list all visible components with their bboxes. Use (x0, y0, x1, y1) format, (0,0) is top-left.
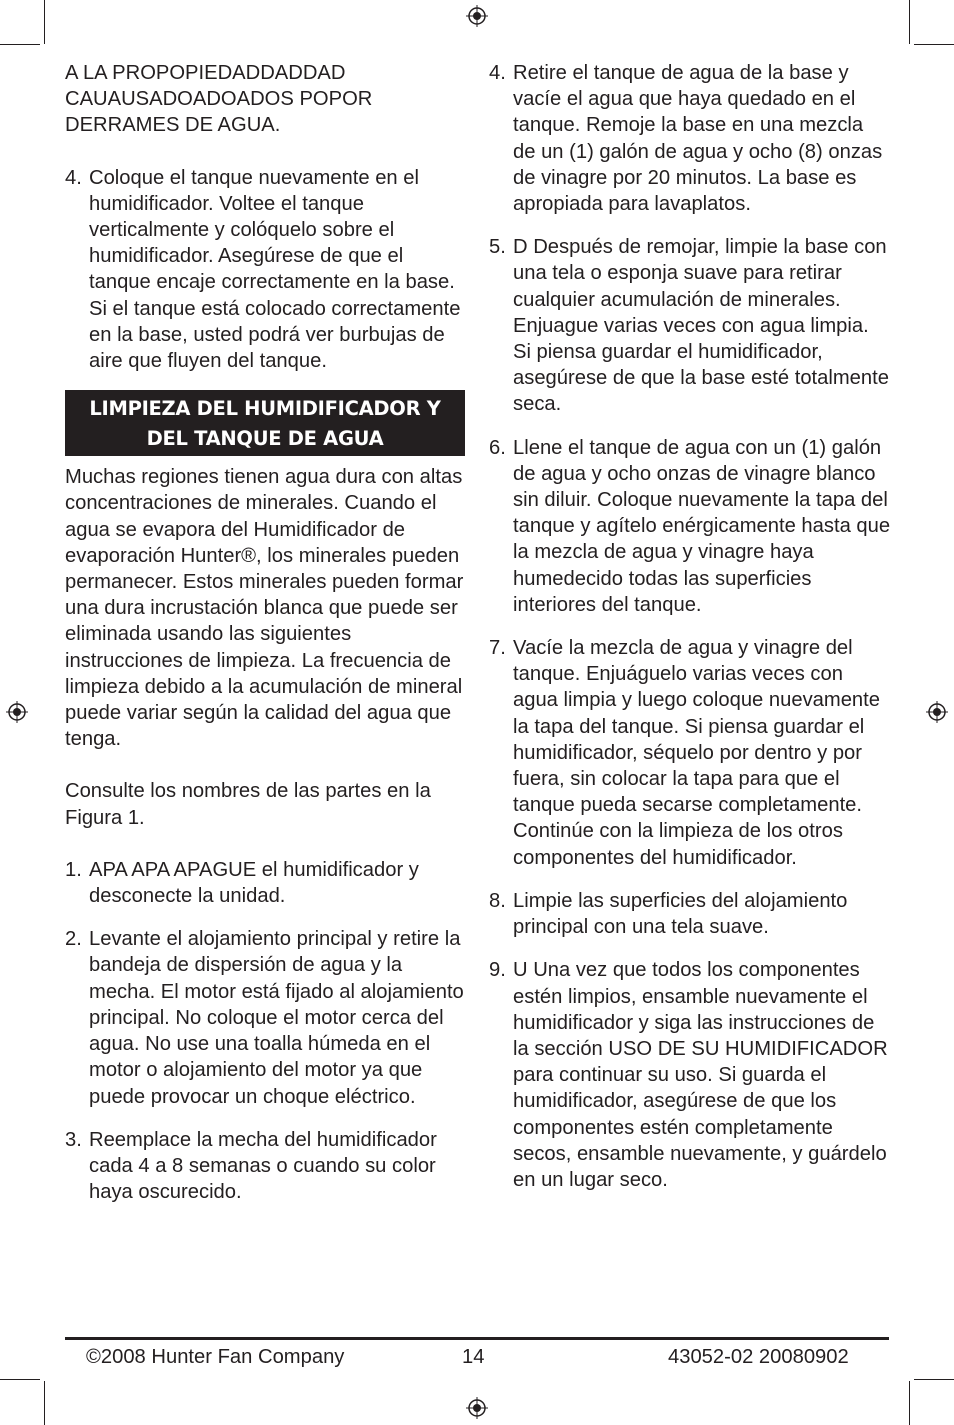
list-item (489, 888, 891, 940)
list-text: Reemplace la mecha del humidificador cada 4 a 8 semanas o cuando su color haya oscurecido. (89, 1128, 437, 1204)
list-text: Levante el alojamiento principal y retire la bandeja de dispersión de agua y la mecha. El motor está fijado al alojamiento principal. No coloque el motor cerca del agua. No use una toalla húmeda en el motor o alojamiento del motor ya que puede provocar un choque eléctrico. (89, 928, 464, 1108)
list-number: 2. (65, 928, 82, 951)
list-text: Vacíe la mezcla de agua y vinagre del tanque. Enjuáguelo varias veces con agua limpia y luego coloque nuevamente la tapa del tanque. Si piensa guardar el humidificador, séquelo por dentro y por fuera, sin colocar la tapa para que el tanque pueda secarse completamente. Continúe con la limpieza de los otros componentes del humidificador. (513, 637, 880, 869)
crop-mark (0, 1379, 40, 1380)
list-number: 7. (489, 637, 506, 660)
list-text: Retire el tanque de agua de la base y vacíe el agua que haya quedado en el tanque. Remoje la base en una mezcla de un (1) galón de agua y ocho (8) onzas de vinagre por 20 minutos. La base es apropiada para lavaplatos. (513, 62, 883, 216)
list-number: 3. (65, 1128, 82, 1151)
registration-mark-icon (466, 5, 488, 27)
footer-copyright: ©2008 Hunter Fan Company (86, 1346, 345, 1368)
registration-mark-icon (6, 701, 28, 723)
registration-mark-icon (926, 701, 948, 723)
crop-mark (909, 1381, 910, 1425)
list-text: Limpie las superficies del alojamiento principal con una tela suave. (513, 889, 848, 939)
section-heading-line: LIMPIEZA DEL HUMIDIFICADOR Y (89, 397, 441, 421)
list-text: APA APA APAGUE el humidificador y desconecte la unidad. (89, 858, 419, 908)
refer-paragraph: Consulte los nombres de las partes en la Figura 1. (65, 780, 431, 829)
list-item (489, 635, 891, 871)
crop-mark (44, 1381, 45, 1425)
intro-paragraph: Muchas regiones tienen agua dura con altas concentraciones de minerales. Cuando el agua se evapora del Humidificador de evaporación Hunter®, los minerales pueden permanecer. Estos minerales pueden formar una dura incrustación blanca que puede ser eliminada usando las siguientes instrucciones de limpieza. La frecuencia de limpieza debido a la acumulación de mineral puede variar según la calidad del agua que tenga. (65, 466, 464, 751)
crop-mark (914, 1379, 954, 1380)
list-text: D Después de remojar, limpie la base con una tela o esponja suave para retirar cualquier acumulación de minerales. Enjuague varias veces con agua limpia. Si piensa guardar el humidificador, asegúrese de que la base esté totalmente seca. (513, 236, 889, 416)
list-number: 4. (65, 166, 82, 189)
list-number: 5. (489, 236, 506, 259)
list-item (489, 60, 891, 217)
footer-rule (65, 1337, 889, 1340)
list-item (489, 234, 891, 417)
left-column (65, 60, 465, 1205)
crop-mark (44, 0, 45, 44)
list-number: 1. (65, 858, 82, 881)
section-heading (65, 390, 465, 456)
list-text: U Una vez que todos los componentes estén limpios, ensamble nuevamente el humidificador y siga las instrucciones de la sección USO DE SU HUMIDIFICADOR para continuar su uso. Si guarda el humidificador, asegúrese de que los componentes estén completamente secos, ensamble nuevamente, y guárdelo en un lugar seco. (513, 959, 888, 1191)
registration-mark-icon (466, 1397, 488, 1419)
warning-continuation: A LA PROPOPIEDADDADDAD CAUAUSADOADOADOS POPOR DERRAMES DE AGUA. (65, 62, 373, 137)
crop-mark (914, 44, 954, 45)
list-item (65, 857, 465, 909)
section-heading-line: DEL TANQUE DE AGUA (146, 427, 384, 451)
list-number: 4. (489, 62, 506, 84)
list-item (65, 1127, 465, 1206)
crop-mark (0, 44, 40, 45)
crop-mark (909, 0, 910, 44)
document-code: 43052-02 20080902 (668, 1346, 849, 1368)
list-item (65, 165, 465, 375)
list-item (489, 435, 891, 618)
list-number: 6. (489, 436, 506, 459)
list-text: Coloque el tanque nuevamente en el humidificador. Voltee el tanque verticalmente y colóquelo sobre el humidificador. Asegúrese de que el tanque encaje correctamente en la base. Si el tanque está colocado correctamente en la base, usted podrá ver burbujas de aire que fluyen del tanque. (89, 166, 461, 373)
list-item (65, 926, 465, 1109)
list-number: 8. (489, 889, 506, 912)
list-number: 9. (489, 959, 506, 982)
page-number: 14 (462, 1346, 485, 1368)
right-column (489, 60, 891, 1193)
list-item (489, 957, 891, 1193)
list-text: Llene el tanque de agua con un (1) galón de agua y ocho onzas de vinagre blanco sin diluir. Coloque nuevamente la tapa del tanque y agítelo enérgicamente hasta que la mezcla de agua y vinagre haya humedecido todas las superficies interiores del tanque. (513, 436, 891, 616)
